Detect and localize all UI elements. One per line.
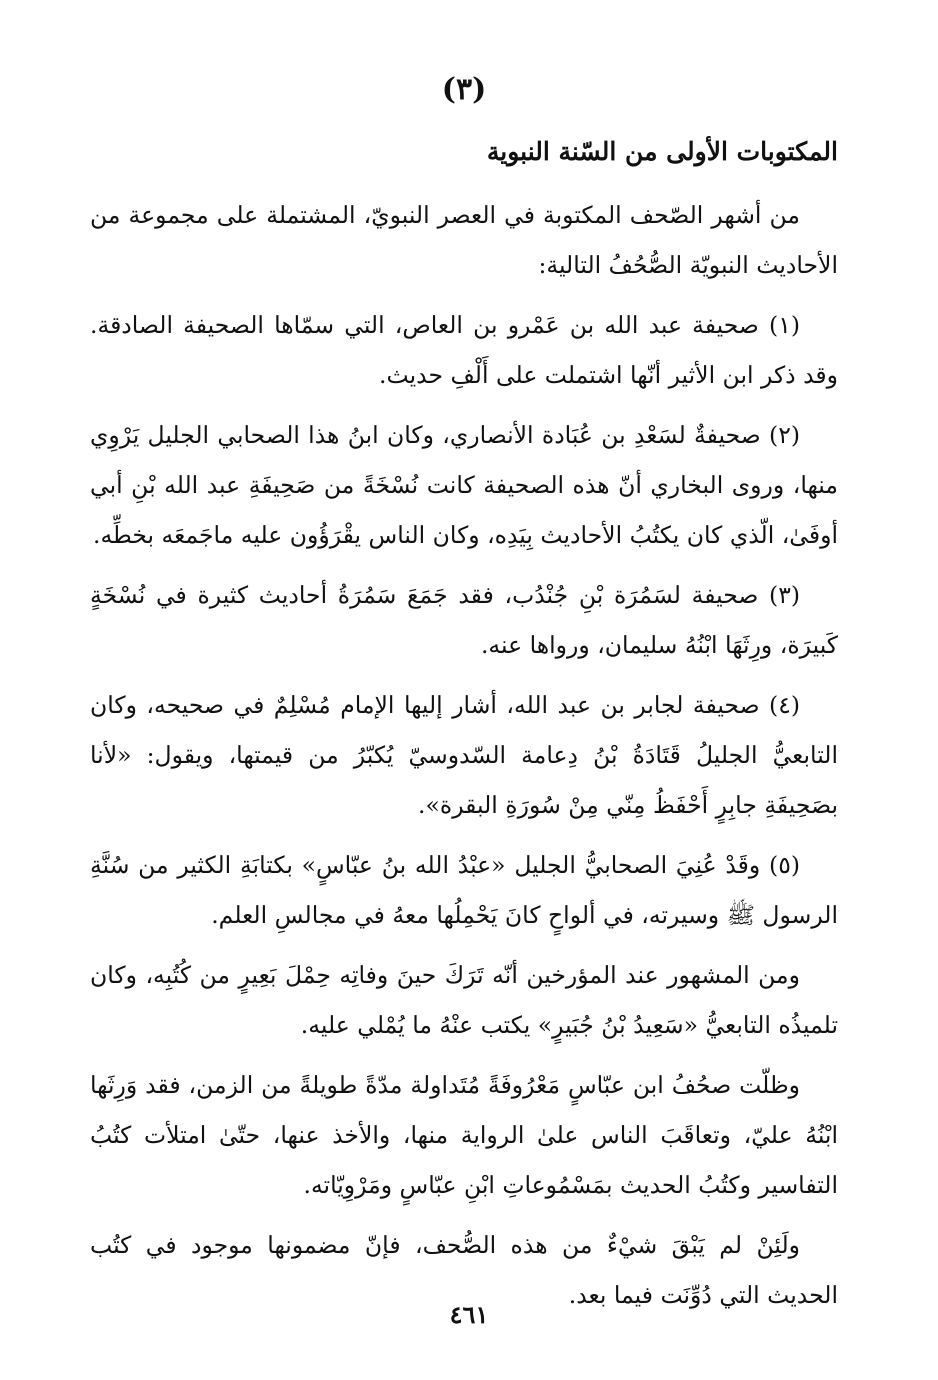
section-heading: المكتوبات الأولى من السّنة النبوية xyxy=(486,137,838,166)
paragraph-item-2: (٢) صحيفةٌ لسَعْدِ بن عُبَادة الأنصاري، وكان ابنُ هذا الصحابي الجليل يَرْوِي منها، وروى البخاري أنّ هذه الصحيفة كانت نُسْخَةً من صَحِيفَةِ عبد الله بْنِ أبي أوفَىٰ، الّذي كان يكتُبُ الأحاديث بِيَدِه، وكان الناس يقْرَؤُون عليه ماجَمعَه بخطِّه. xyxy=(90,421,838,549)
paragraph-intro: من أشهر الصّحف المكتوبة في العصر النبويّ، المشتملة على مجموعة من الأحاديث النبويّة الصُّحُفُ التالية: xyxy=(90,201,838,279)
section-number: (٣) xyxy=(441,72,487,107)
paragraph-ibn-abbas-books: ومن المشهور عند المؤرخين أنّه تَرَكَ حينَ وفاتِه حِمْلَ بَعِيرٍ من كُتُبِه، وكان تلميذُه التابعيُّ «سَعِيدُ بْنُ جُبَيرٍ» يكتب عنْهُ ما يُمْلي عليه. xyxy=(90,961,838,1039)
paragraph-conclusion: ولَئِنْ لم يَبْقَ شيْءٌ من هذه الصُّحف، فإنّ مضمونها موجود في كتُب الحديث التي دُوِّنَت فيما بعد. xyxy=(90,1231,838,1309)
page-number: ٤٦١ xyxy=(449,1300,489,1329)
paragraph-item-1: (١) صحيفة عبد الله بن عَمْرو بن العاص، التي سمّاها الصحيفة الصادقة. وقد ذكر ابن الأثير أنّها اشتملت على أَلْفِ حديث. xyxy=(90,311,838,389)
paragraph-item-5: (٥) وقَدْ عُنِيَ الصحابيُّ الجليل «عبْدُ الله بنُ عبّاسٍ» بكتابَةِ الكثير من سُنَّةِ الرسول ﷺ وسيرته، في ألواحٍ كانَ يَحْمِلُها معهُ في مجالسِ العلم. xyxy=(90,851,838,929)
paragraph-item-3: (٣) صحيفة لسَمُرَة بْنِ جُنْدُب، فقد جَمَعَ سَمُرَةُ أحاديث كثيرة في نُسْخَةٍ كَبيرَة، ورِثَهَا ابْنُهُ سليمان، ورواها عنه. xyxy=(90,581,838,659)
paragraph-ibn-abbas-legacy: وظلّت صحُفُ ابن عبّاسٍ مَعْرُوفَةً مُتَداولة مدّةً طويلةً من الزمن، فقد وَرِثَها ابْنُهُ عليّ، وتعاقَبَ الناس علىٰ الرواية منها، والأخذ عنها، حتّىٰ امتلأت كتُبُ التفاسير وكتُبُ الحديث بمَسْمُوعاتِ ابْنِ عبّاسٍ ومَرْوِيّاته. xyxy=(90,1071,838,1199)
paragraph-item-4: (٤) صحيفة لجابر بن عبد الله، أشار إليها الإمام مُسْلِمٌ في صحيحه، وكان التابعيُّ الجليلُ قَتَادَةُ بْنُ دِعامة السّدوسيّ يُكبّرُ من قيمتها، ويقول: «لأنا بصَحِيفَةِ جابِرٍ أَحْفَظُ مِنّي مِنْ سُورَةِ البقرة». xyxy=(90,691,838,819)
